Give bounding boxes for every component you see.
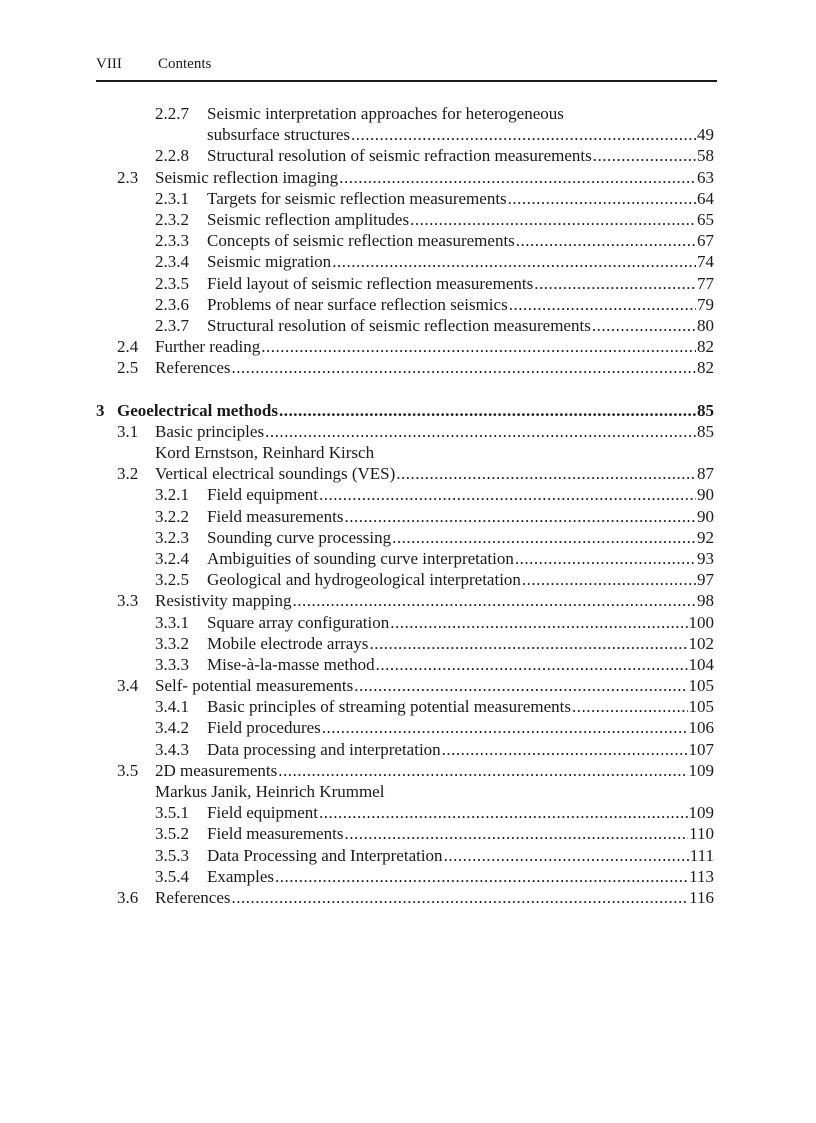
- toc-entry-2-3-5[interactable]: [96, 273, 714, 294]
- entry-title: Examples: [207, 866, 275, 886]
- leader-dots: [275, 866, 688, 887]
- entry-number: 3.3.3: [155, 654, 189, 674]
- toc-entry-3-3-1[interactable]: [96, 612, 714, 633]
- toc-entry-3-3[interactable]: [96, 590, 714, 611]
- leader-dots: [344, 506, 696, 527]
- entry-page: 107: [688, 739, 714, 759]
- toc-entry-3-5-3[interactable]: [96, 845, 714, 866]
- toc-entry-2-2-7[interactable]: [96, 103, 714, 124]
- entry-title: Concepts of seismic reflection measurements: [207, 231, 515, 251]
- toc-entry-2-3-6[interactable]: [96, 294, 714, 315]
- entry-page: 98: [697, 591, 714, 611]
- entry-title: Geological and hydrogeological interpretation: [207, 570, 521, 590]
- entry-page: 85: [697, 400, 714, 420]
- leader-dots: [265, 421, 696, 442]
- toc-entry-3-4-2[interactable]: [96, 717, 714, 738]
- entry-number: 2.3.6: [155, 294, 189, 314]
- leader-dots: [442, 739, 688, 760]
- leader-dots: [332, 251, 696, 272]
- entry-number: 3.4.3: [155, 739, 189, 759]
- entry-page: 105: [688, 676, 714, 696]
- entry-number: 3.4.2: [155, 718, 189, 738]
- entry-page: 79: [697, 294, 714, 314]
- entry-page: 105: [688, 697, 714, 717]
- entry-number: 2.3.7: [155, 315, 189, 335]
- chapter-title: Geoelectrical methods: [117, 400, 278, 420]
- entry-page: 74: [697, 252, 714, 272]
- entry-title: Field procedures: [207, 718, 321, 738]
- entry-page: 90: [697, 506, 714, 526]
- toc-authors-3-5: [96, 781, 714, 802]
- entry-number: 2.3.4: [155, 252, 189, 272]
- entry-title: Self- potential measurements: [155, 676, 354, 696]
- leader-dots: [279, 400, 696, 421]
- leader-dots: [232, 357, 696, 378]
- entry-title: Vertical electrical soundings (VES): [155, 464, 396, 484]
- entry-title: Basic principles: [155, 421, 265, 441]
- entry-title: Field measurements: [207, 824, 344, 844]
- toc-entry-2-3[interactable]: [96, 167, 714, 188]
- entry-page: 49: [697, 125, 714, 145]
- toc-entry-3-5-4[interactable]: [96, 866, 714, 887]
- leader-dots: [354, 675, 687, 696]
- entry-page: 87: [697, 464, 714, 484]
- entry-page: 82: [697, 358, 714, 378]
- chapter-gap: [96, 378, 714, 399]
- toc-entry-3-1[interactable]: [96, 421, 714, 442]
- toc-entry-3-5-2[interactable]: [96, 823, 714, 844]
- entry-title: Sounding curve processing: [207, 527, 392, 547]
- entry-page: 67: [697, 231, 714, 251]
- toc-entry-2-3-7[interactable]: [96, 315, 714, 336]
- entry-page: 97: [697, 570, 714, 590]
- entry-page: 58: [697, 146, 714, 166]
- entry-page: 111: [689, 845, 714, 865]
- entry-page: 65: [697, 209, 714, 229]
- entry-title: Problems of near surface reflection seismics: [207, 294, 508, 314]
- entry-page: 92: [697, 527, 714, 547]
- entry-page: 100: [688, 612, 714, 632]
- entry-title: Structural resolution of seismic refraction measurements: [207, 146, 592, 166]
- entry-page: 82: [697, 337, 714, 357]
- entry-number: 3.3.2: [155, 633, 189, 653]
- entry-title: Seismic reflection amplitudes: [207, 209, 410, 229]
- entry-number: 3.2.4: [155, 548, 189, 568]
- toc-entry-2-5[interactable]: [96, 357, 714, 378]
- author-names: Markus Janik, Heinrich Krummel: [155, 782, 385, 801]
- leader-dots: [516, 230, 696, 251]
- entry-number: 3.1: [117, 421, 139, 441]
- toc-entry-2-4[interactable]: [96, 336, 714, 357]
- leader-dots: [508, 188, 696, 209]
- leader-dots: [344, 823, 688, 844]
- toc-entry-2-2-7-cont[interactable]: [96, 124, 714, 145]
- entry-page: 64: [697, 188, 714, 208]
- leader-dots: [292, 590, 696, 611]
- entry-number: 3.2.1: [155, 485, 189, 505]
- entry-page: 109: [688, 760, 714, 780]
- leader-dots: [522, 569, 696, 590]
- entry-number: 3.4.1: [155, 697, 189, 717]
- entry-title: Targets for seismic reflection measurements: [207, 188, 507, 208]
- running-header: [96, 55, 717, 81]
- entry-title: Further reading: [155, 337, 261, 357]
- entry-number: 3.5.4: [155, 866, 189, 886]
- leader-dots: [444, 845, 689, 866]
- entry-title: Resistivity mapping: [155, 591, 292, 611]
- table-of-contents: [96, 103, 714, 908]
- page-number: VIII: [96, 56, 122, 72]
- toc-entry-2-3-4[interactable]: [96, 251, 714, 272]
- leader-dots: [392, 527, 696, 548]
- entry-title: Mise-à-la-masse method: [207, 654, 375, 674]
- entry-title: Seismic migration: [207, 252, 332, 272]
- leader-dots: [319, 484, 696, 505]
- entry-title: Data Processing and Interpretation: [207, 845, 443, 865]
- entry-title: Field layout of seismic reflection measurements: [207, 273, 534, 293]
- entry-title: subsurface structures: [207, 125, 351, 145]
- leader-dots: [322, 717, 688, 738]
- toc-chapter-3[interactable]: [96, 400, 714, 421]
- entry-title: Basic principles of streaming potential measurements: [207, 697, 571, 717]
- entry-number: 2.3.5: [155, 273, 189, 293]
- leader-dots: [261, 336, 696, 357]
- entry-page: 80: [697, 315, 714, 335]
- toc-entry-3-4-3[interactable]: [96, 739, 714, 760]
- entry-title: Square array configuration: [207, 612, 390, 632]
- entry-page: 106: [688, 718, 714, 738]
- entry-number: 3.5.2: [155, 824, 189, 844]
- entry-number: 3.3: [117, 591, 139, 611]
- toc-entry-3-2-2[interactable]: [96, 506, 714, 527]
- toc-entry-3-2[interactable]: [96, 463, 714, 484]
- entry-title: References: [155, 887, 231, 907]
- leader-dots: [509, 294, 696, 315]
- entry-number: 2.3.3: [155, 231, 189, 251]
- leader-dots: [592, 315, 696, 336]
- entry-number: 3.2: [117, 464, 139, 484]
- leader-dots: [390, 612, 687, 633]
- entry-number: 3.4: [117, 676, 139, 696]
- entry-page: 110: [689, 824, 714, 844]
- toc-entry-3-4[interactable]: [96, 675, 714, 696]
- entry-title: References: [155, 358, 231, 378]
- entry-number: 2.4: [117, 337, 139, 357]
- leader-dots: [572, 696, 688, 717]
- leader-dots: [534, 273, 696, 294]
- toc-entry-3-2-3[interactable]: [96, 527, 714, 548]
- toc-entry-3-3-3[interactable]: [96, 654, 714, 675]
- toc-entry-2-3-3[interactable]: [96, 230, 714, 251]
- entry-title: Mobile electrode arrays: [207, 633, 369, 653]
- entry-number: 3.3.1: [155, 612, 189, 632]
- toc-entry-2-3-2[interactable]: [96, 209, 714, 230]
- entry-number: 2.5: [117, 358, 139, 378]
- toc-entry-3-4-1[interactable]: [96, 696, 714, 717]
- entry-page: 90: [697, 485, 714, 505]
- entry-page: 63: [697, 167, 714, 187]
- leader-dots: [396, 463, 696, 484]
- chapter-number: 3: [96, 400, 105, 420]
- entry-number: 3.5.1: [155, 803, 189, 823]
- entry-page: 85: [697, 421, 714, 441]
- entry-page: 102: [688, 633, 714, 653]
- entry-number: 2.2.7: [155, 104, 189, 123]
- entry-number: 3.2.3: [155, 527, 189, 547]
- entry-title: Data processing and interpretation: [207, 739, 441, 759]
- entry-number: 2.3.2: [155, 209, 189, 229]
- toc-entry-3-5-1[interactable]: [96, 802, 714, 823]
- entry-title: Seismic reflection imaging: [155, 167, 339, 187]
- leader-dots: [410, 209, 696, 230]
- leader-dots: [319, 802, 688, 823]
- header-rule: [96, 80, 717, 82]
- toc-entry-3-6[interactable]: [96, 887, 714, 908]
- toc-entry-2-3-1[interactable]: [96, 188, 714, 209]
- entry-title: Ambiguities of sounding curve interpretation: [207, 548, 514, 568]
- entry-title: Structural resolution of seismic reflection measurements: [207, 315, 591, 335]
- leader-dots: [278, 760, 687, 781]
- author-names: Kord Ernstson, Reinhard Kirsch: [155, 443, 375, 462]
- entry-number: 3.2.5: [155, 570, 189, 590]
- leader-dots: [351, 124, 696, 145]
- entry-page: 113: [689, 866, 714, 886]
- toc-entry-3-3-2[interactable]: [96, 633, 714, 654]
- toc-authors-3-1: [96, 442, 714, 463]
- entry-title: Seismic interpretation approaches for heterogeneous: [207, 104, 564, 123]
- toc-entry-3-2-5[interactable]: [96, 569, 714, 590]
- leader-dots: [232, 887, 689, 908]
- toc-entry-3-2-1[interactable]: [96, 484, 714, 505]
- running-title: Contents: [158, 56, 212, 72]
- entry-title: Field measurements: [207, 506, 344, 526]
- leader-dots: [369, 633, 687, 654]
- toc-entry-2-2-8[interactable]: [96, 145, 714, 166]
- entry-number: 3.5.3: [155, 845, 189, 865]
- entry-number: 3.5: [117, 760, 139, 780]
- toc-entry-3-2-4[interactable]: [96, 548, 714, 569]
- entry-number: 2.3.1: [155, 188, 189, 208]
- entry-number: 3.6: [117, 887, 139, 907]
- leader-dots: [515, 548, 696, 569]
- entry-page: 109: [688, 803, 714, 823]
- entry-page: 93: [697, 548, 714, 568]
- entry-title: Field equipment: [207, 803, 318, 823]
- toc-entry-3-5[interactable]: [96, 760, 714, 781]
- leader-dots: [376, 654, 688, 675]
- entry-number: 2.2.8: [155, 146, 189, 166]
- entry-title: 2D measurements: [155, 760, 278, 780]
- entry-title: Field equipment: [207, 485, 318, 505]
- entry-page: 77: [697, 273, 714, 293]
- leader-dots: [339, 167, 696, 188]
- entry-number: 2.3: [117, 167, 139, 187]
- entry-page: 116: [689, 887, 714, 907]
- entry-page: 104: [688, 654, 714, 674]
- leader-dots: [593, 145, 696, 166]
- entry-number: 3.2.2: [155, 506, 189, 526]
